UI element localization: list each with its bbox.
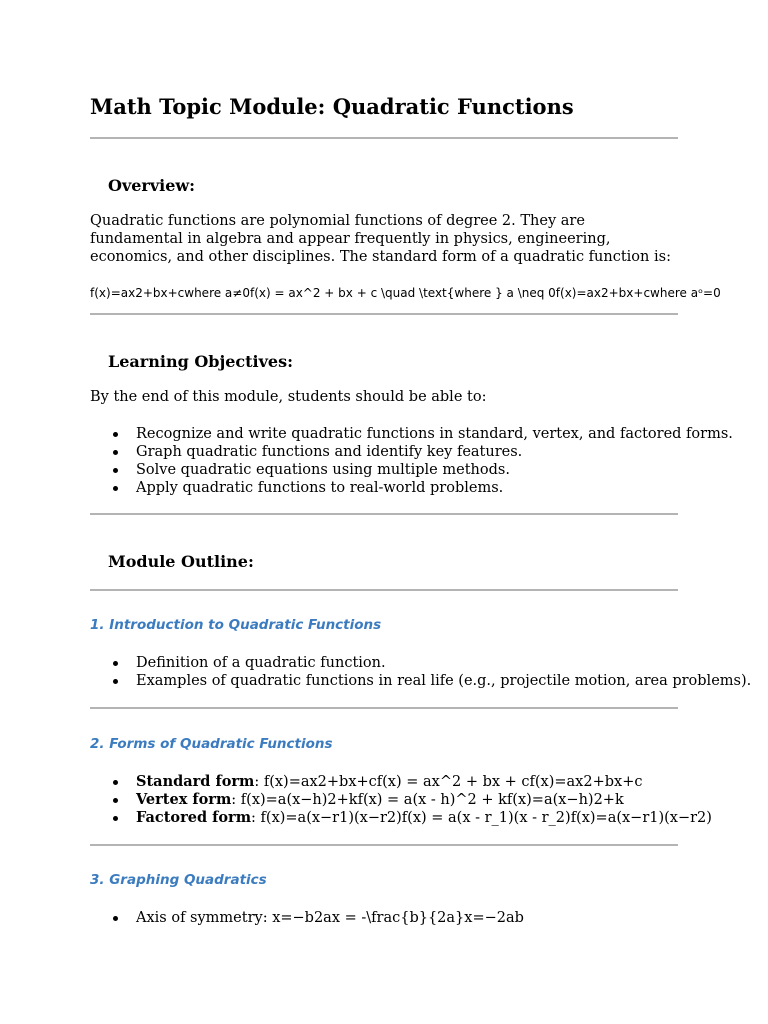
list-item xyxy=(110,791,690,809)
form-label: Factored form xyxy=(136,809,252,826)
form-formula: : f(x)=a(x−h)2+kf(x) = a(x - h)^2 + kf(x)=a(x−h)2+k xyxy=(231,792,624,808)
outline-section-3-list xyxy=(110,909,690,927)
divider xyxy=(90,137,678,139)
page-title: Math Topic Module: Quadratic Functions xyxy=(90,94,574,119)
outline-heading: Module Outline: xyxy=(108,552,254,571)
form-formula: : f(x)=a(x−r1)(x−r2)f(x) = a(x - r_1)(x - r_2)f(x)=a(x−r1)(x−r2) xyxy=(251,810,712,826)
divider xyxy=(90,313,678,315)
outline-section-1-list xyxy=(110,654,752,690)
objectives-list xyxy=(110,425,733,497)
form-label: Standard form xyxy=(136,773,255,790)
divider xyxy=(90,513,678,515)
list-item: Axis of symmetry: x=−b2ax = -\frac{b}{2a}x=−2ab xyxy=(110,909,690,927)
standard-form-formula: f(x)=ax2+bx+cwhere a≠0f(x) = ax^2 + bx + c \quad \text{where } a \neq 0f(x)=ax2+bx+cwhere aᵒ=0 xyxy=(90,286,721,300)
list-item xyxy=(110,773,690,791)
divider xyxy=(90,707,678,709)
divider xyxy=(90,844,678,846)
outline-section-2-title: 2. Forms of Quadratic Functions xyxy=(90,736,333,752)
list-item xyxy=(110,809,712,827)
list-item: Examples of quadratic functions in real life (e.g., projectile motion, area problems). xyxy=(110,672,690,690)
divider xyxy=(90,589,678,591)
list-item: Definition of a quadratic function. xyxy=(110,654,690,672)
objectives-intro: By the end of this module, students should be able to: xyxy=(90,389,487,405)
form-label: Vertex form xyxy=(136,791,232,808)
objectives-heading: Learning Objectives: xyxy=(108,352,294,371)
list-item: Recognize and write quadratic functions in standard, vertex, and factored forms. xyxy=(110,425,690,443)
outline-section-3-title: 3. Graphing Quadratics xyxy=(90,872,267,888)
list-item: Graph quadratic functions and identify key features. xyxy=(110,443,690,461)
form-formula: : f(x)=ax2+bx+cf(x) = ax^2 + bx + cf(x)=ax2+bx+c xyxy=(254,774,643,790)
overview-heading: Overview: xyxy=(108,176,196,195)
list-item: Solve quadratic equations using multiple methods. xyxy=(110,461,690,479)
list-item: Apply quadratic functions to real-world problems. xyxy=(110,479,690,497)
outline-section-2-list xyxy=(110,773,712,827)
overview-paragraph: Quadratic functions are polynomial functions of degree 2. They are fundamental in algebra and appear frequently in physics, engineering, economics, and other disciplines. The standard form of a quadratic function is: xyxy=(90,213,671,265)
outline-section-1-title: 1. Introduction to Quadratic Functions xyxy=(90,617,382,633)
